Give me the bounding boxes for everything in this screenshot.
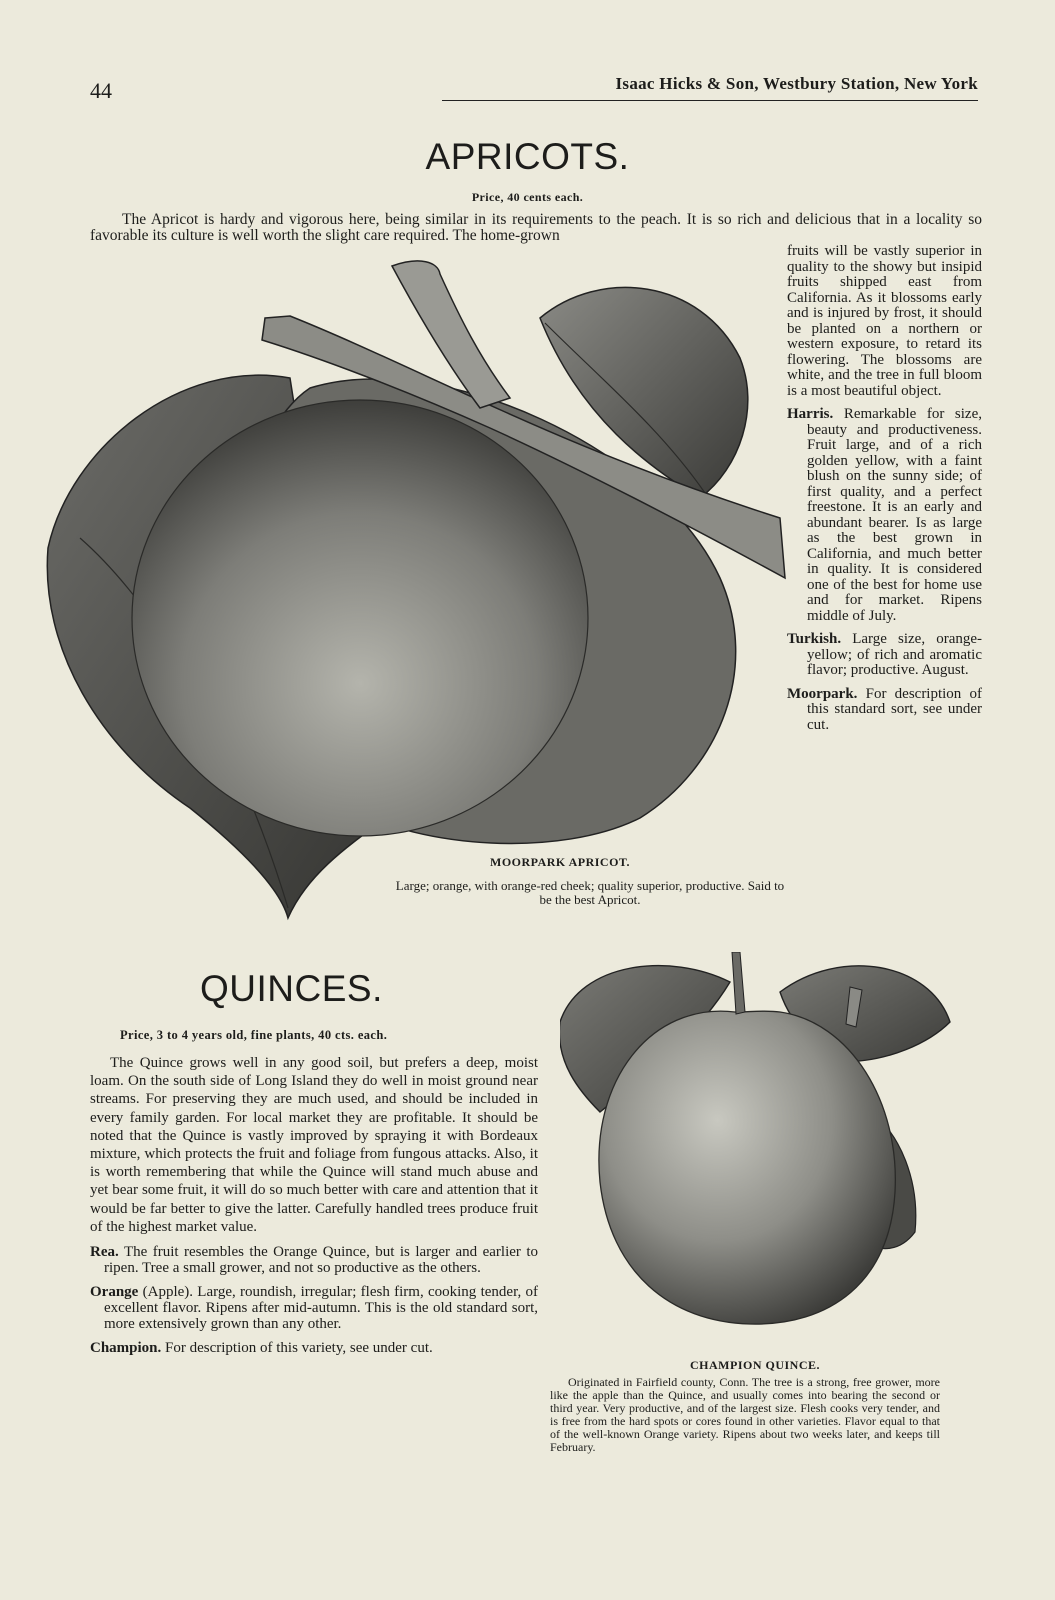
- champion-caption-title: CHAMPION QUINCE.: [690, 1358, 820, 1372]
- variety-moorpark: [787, 687, 982, 734]
- variety-text: Large size, orange-yellow; of rich and aromatic flavor; productive. August.: [807, 631, 983, 678]
- variety-name: Champion.: [90, 1340, 162, 1357]
- champion-quince-illustration: [560, 952, 970, 1352]
- variety-text: Remarkable for size, beauty and productiveness. Fruit large, and of a rich golden yellow, with a faint blush on the sunny side; of first quality, and a perfect freestone. It is an early and abundant bearer. Is as large as the best grown in California, and much better in quality. It is considered one of the best for home use and for market. Ripens middle of July.: [807, 406, 983, 624]
- apricots-intro: The Apricot is hardy and vigorous here, being similar in its requirements to the peach. It is so rich and delicious that in a locality so favorable its culture is well worth the slight care required. The home-grown: [90, 211, 982, 244]
- quinces-title: QUINCES.: [200, 968, 383, 1009]
- quinces-text-column: [90, 1054, 538, 1364]
- variety-text: The fruit resembles the Orange Quince, but is larger and earlier to ripen. Tree a small grower, and not so productive as the others.: [104, 1244, 539, 1277]
- variety-orange: [90, 1284, 538, 1332]
- apricots-side-column: [787, 244, 982, 741]
- variety-text: For description of this standard sort, see under cut.: [807, 685, 983, 733]
- apricots-intro-continued: fruits will be vastly superior in quality to the showy but insipid fruits shipped east from California. As it blossoms early and is injured by frost, it should be planted on a northern or western exposure, to retard its flowering. The blossoms are white, and the tree in full bloom is a most beautiful object.: [787, 243, 982, 399]
- variety-rea: [90, 1244, 538, 1276]
- variety-turkish: [787, 632, 982, 679]
- variety-champion: [90, 1340, 538, 1356]
- variety-name: Harris.: [787, 406, 834, 422]
- apricots-title: APRICOTS.: [425, 136, 630, 177]
- champion-caption-text: Originated in Fairfield county, Conn. The tree is a strong, free grower, more like the apple than the Quince, and usually comes into bearing the second or third year. Very productive, and of the largest size. Flesh cooks very tender, and is free from the hard spots or cores found in other varieties. Flavor equal to that of the well-known Orange variety. Ripens about two weeks later, and keeps till February.: [550, 1375, 940, 1454]
- running-head: Isaac Hicks & Son, Westbury Station, New York: [442, 74, 978, 101]
- page-number: 44: [90, 78, 112, 103]
- quinces-price: Price, 3 to 4 years old, fine plants, 40 cts. each.: [120, 1028, 388, 1042]
- variety-text: For description of this variety, see under cut.: [165, 1340, 433, 1357]
- variety-name: Rea.: [90, 1244, 119, 1261]
- variety-name: Orange: [90, 1284, 139, 1301]
- variety-name: Turkish.: [787, 631, 842, 647]
- variety-harris: [787, 407, 982, 624]
- variety-name: Moorpark.: [787, 685, 858, 702]
- quinces-intro: The Quince grows well in any good soil, but prefers a deep, moist loam. On the south side of Long Island they do well in moist ground near streams. For preserving they are much used, and should be included in every family garden. For local market they are profitable. It should be noted that the Quince is vastly improved by spraying it with Bordeaux mixture, which protects the fruit and foliage from fungous attacks. Also, it is worth remembering that while the Quince will stand much abuse and yet bear some fruit, it will do so much better with care and attention that it would be far better to give the latter. Carefully handled trees produce fruit of the highest market value.: [90, 1055, 538, 1235]
- moorpark-caption-text: Large; orange, with orange-red cheek; quality superior, productive. Said to be the best Apricot.: [395, 878, 785, 907]
- apricots-price: Price, 40 cents each.: [471, 190, 584, 204]
- variety-text: (Apple). Large, roundish, irregular; flesh firm, cooking tender, of excellent flavor. Ripens after mid-autumn. This is the old standard sort, more extensively grown than any other.: [104, 1284, 539, 1333]
- moorpark-apricot-illustration: [40, 248, 800, 938]
- moorpark-caption-title: MOORPARK APRICOT.: [490, 855, 631, 869]
